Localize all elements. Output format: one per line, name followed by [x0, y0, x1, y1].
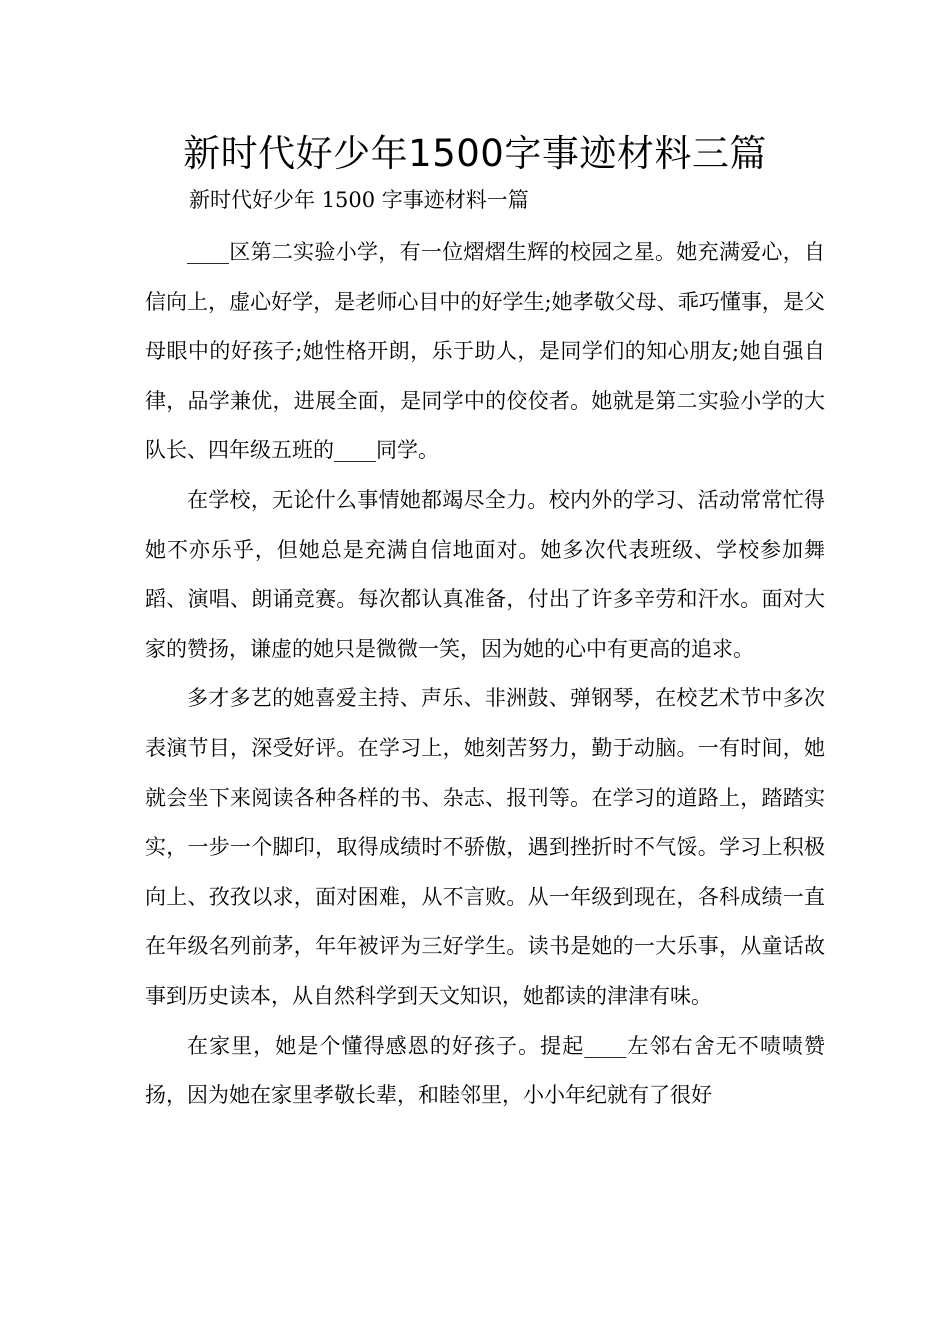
paragraph: 在学校，无论什么事情她都竭尽全力。校内外的学习、活动常常忙得她不亦乐乎，但她总是充满自信地面对。她多次代表班级、学校参加舞蹈、演唱、朗诵竞赛。每次都认真准备，付出了许多辛劳和汗水。面对大家的赞扬，谦虚的她只是微微一笑，因为她的心中有更高的追求。 — [145, 487, 825, 661]
document-subtitle: 新时代好少年 1500 字事迹材料一篇 — [189, 188, 529, 212]
paragraph: 多才多艺的她喜爱主持、声乐、非洲鼓、弹钢琴，在校艺术节中多次表演节目，深受好评。在学习上，她刻苦努力，勤于动脑。一有时间，她就会坐下来阅读各种各样的书、杂志、报刊等。在学习的道路上，踏踏实实，一步一个脚印，取得成绩时不骄傲，遇到挫折时不气馁。学习上积极向上、孜孜以求，面对困难，从不言败。从一年级到现在，各科成绩一直在年级名列前茅，年年被评为三好学生。读书是她的一大乐事，从童话故事到历史读本，从自然科学到天文知识，她都读的津津有味。 — [145, 686, 825, 1008]
paragraph: 在家里，她是个懂得感恩的好孩子。提起____左邻右舍无不啧啧赞扬，因为她在家里孝敬长辈，和睦邻里，小小年纪就有了很好 — [145, 1033, 825, 1108]
document-body — [145, 228, 825, 1121]
document-title: 新时代好少年1500字事迹材料三篇 — [183, 132, 767, 175]
paragraph: ____区第二实验小学，有一位熠熠生辉的校园之星。她充满爱心，自信向上，虚心好学，是老师心目中的好学生;她孝敬父母、乖巧懂事，是父母眼中的好孩子;她性格开朗，乐于助人，是同学们的知心朋友;她自强自律，品学兼优，进展全面，是同学中的佼佼者。她就是第二实验小学的大队长、四年级五班的____同学。 — [145, 240, 825, 463]
